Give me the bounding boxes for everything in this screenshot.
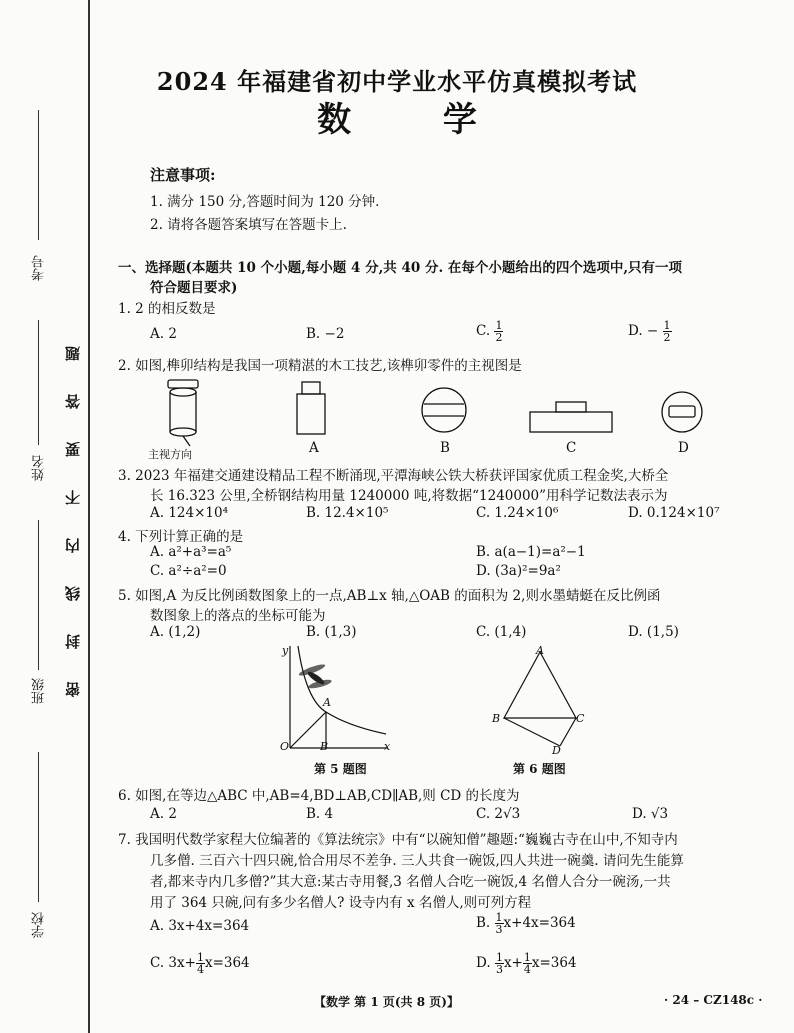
view-direction-label: 主视方向 <box>148 448 192 461</box>
seal-char: 内 <box>64 538 82 553</box>
option-d-figure <box>662 392 702 432</box>
option-c-figure <box>530 402 612 432</box>
q5-label-o: O <box>280 740 290 753</box>
q1-option-d: D. − $\frac{1}{2}$ <box>628 319 671 344</box>
q5-label-y: y <box>282 644 289 657</box>
name-blank <box>38 320 39 445</box>
subject-title: 数 学 <box>317 100 517 140</box>
q5-label-b: B <box>320 740 329 753</box>
q3-option-d: D. 0.124×10⁷ <box>628 505 720 521</box>
q3-stem-cont: 长 16.323 公里,全桥钢结构用量 1240000 吨,将数据“1240000”用科学记数法表示为 <box>150 488 668 504</box>
q5-stem: 5. 如图,A 为反比例函数图象上的一点,AB⊥x 轴,△OAB 的面积为 2,则水墨蜻蜓在反比例函 <box>118 588 661 604</box>
name-label: 姓名 <box>32 455 47 481</box>
q4-option-c: C. a²÷a²=0 <box>150 563 227 579</box>
q5-option-d: D. (1,5) <box>628 624 679 640</box>
q3-option-c: C. 1.24×10⁶ <box>476 505 559 521</box>
q1-stem: 1. 2 的相反数是 <box>118 301 216 317</box>
q4-option-b: B. a(a−1)=a²−1 <box>476 544 586 560</box>
q6-option-b: B. 4 <box>306 806 334 822</box>
q5-option-a: A. (1,2) <box>150 624 201 640</box>
page-footer: 【数学 第 1 页(共 8 页)】 <box>314 995 459 1009</box>
triangle-abc <box>504 652 576 718</box>
school-blank <box>38 752 39 902</box>
q7-stem-cont: 几多僧. 三百六十四只碗,恰合用尽不差争. 三人共食一碗饭,四人共进一碗羹. 请问先生能算 <box>150 853 684 869</box>
class-label: 班级 <box>32 678 47 704</box>
q7-option-d: D. $\frac{1}{3}$ x+ $\frac{1}{4}$ x=364 <box>476 951 577 976</box>
binding-line <box>88 0 90 1033</box>
note-item: 1. 满分 150 分,答题时间为 120 分钟. <box>150 194 380 210</box>
q6-label-d: D <box>552 744 561 757</box>
q5-stem-cont: 数图象上的落点的坐标可能为 <box>150 608 326 624</box>
q5-label-a: A <box>323 696 331 709</box>
paper-code: · 24 – CZ148c · <box>664 993 763 1007</box>
q3-stem: 3. 2023 年福建交通建设精品工程不断涌现,平潭海峡公铁大桥获评国家优质工程金奖,大桥全 <box>118 468 669 484</box>
q1-option-c: C. $\frac{1}{2}$ <box>476 319 503 344</box>
q6-option-a: A. 2 <box>150 806 177 822</box>
q2-label-d: D <box>678 440 689 456</box>
q5-option-b: B. (1,3) <box>306 624 357 640</box>
notes-heading: 注意事项: <box>150 166 216 184</box>
q6-option-c: C. 2√3 <box>476 806 521 822</box>
q2-figures <box>150 374 710 460</box>
q4-option-a: A. a²+a³=a⁵ <box>150 544 232 560</box>
q4-stem: 4. 下列计算正确的是 <box>118 529 244 545</box>
q7-option-b: B. $\frac{1}{3}$ x+4x=364 <box>476 911 576 936</box>
section-heading-cont: 符合题目要求) <box>150 280 238 296</box>
option-b-figure <box>422 388 466 432</box>
q7-stem-cont: 用了 364 只碗,问有多少名僧人? 设寺内有 x 名僧人,则可列方程 <box>150 895 532 911</box>
q5-label-x: x <box>384 740 391 753</box>
q5-option-c: C. (1,4) <box>476 624 527 640</box>
seal-char: 封 <box>64 634 82 649</box>
q6-figure <box>496 648 596 758</box>
q2-label-c: C <box>566 440 577 456</box>
q2-stem: 2. 如图,榫卯结构是我国一项精湛的木工技艺,该榫卯零件的主视图是 <box>118 358 522 374</box>
q2-label-b: B <box>440 440 450 456</box>
seal-char: 题 <box>64 346 82 361</box>
section-heading: 一、选择题(本题共 10 个小题,每小题 4 分,共 40 分. 在每个小题给出的四个选项中,只有一项 <box>118 260 683 276</box>
q6-label-b: B <box>492 712 501 725</box>
q6-figure-caption: 第 6 题图 <box>513 762 566 776</box>
q6-stem: 6. 如图,在等边△ABC 中,AB=4,BD⊥AB,CD∥AB,则 CD 的长度为 <box>118 788 520 804</box>
exam-title: 2024 年福建省初中学业水平仿真模拟考试 <box>156 67 638 96</box>
note-item: 2. 请将各题答案填写在答题卡上. <box>150 217 347 233</box>
q1-option-a: A. 2 <box>150 326 177 342</box>
seal-char: 答 <box>64 394 82 409</box>
q6-label-c: C <box>576 712 585 725</box>
exam-no-label: 考号 <box>32 255 47 281</box>
seal-char: 线 <box>64 586 82 601</box>
segment-cd <box>560 718 576 746</box>
q7-option-a: A. 3x+4x=364 <box>150 918 250 934</box>
segment-bd <box>504 718 560 746</box>
q2-label-a: A <box>309 440 319 456</box>
q7-stem: 7. 我国明代数学家程大位编著的《算法统宗》中有“以碗知僧”趣题:“巍巍古寺在山中,不知寺内 <box>118 832 678 848</box>
class-blank <box>38 520 39 670</box>
q5-figure <box>276 640 396 755</box>
q6-label-a: A <box>536 644 544 657</box>
seal-char: 不 <box>64 490 82 505</box>
q6-option-d: D. √3 <box>632 806 669 822</box>
q3-option-a: A. 124×10⁴ <box>150 505 229 521</box>
q3-option-b: B. 12.4×10⁵ <box>306 505 389 521</box>
q7-option-c: C. 3x+ $\frac{1}{4}$ x=364 <box>150 951 250 976</box>
tenon-3d-figure <box>168 380 198 446</box>
school-label: 学校 <box>32 912 47 938</box>
seal-char: 要 <box>64 442 82 457</box>
q4-option-d: D. (3a)²=9a² <box>476 563 561 579</box>
dragonfly-icon <box>298 662 333 690</box>
hyperbola-curve <box>298 646 386 734</box>
q5-figure-caption: 第 5 题图 <box>314 762 367 776</box>
q7-stem-cont: 者,都来寺内几多僧?”其大意:某古寺用餐,3 名僧人合吃一碗饭,4 名僧人合分一碗汤,一共 <box>150 874 671 890</box>
q1-option-b: B. −2 <box>306 326 345 342</box>
seal-char: 密 <box>64 682 82 697</box>
option-a-figure <box>297 382 325 434</box>
